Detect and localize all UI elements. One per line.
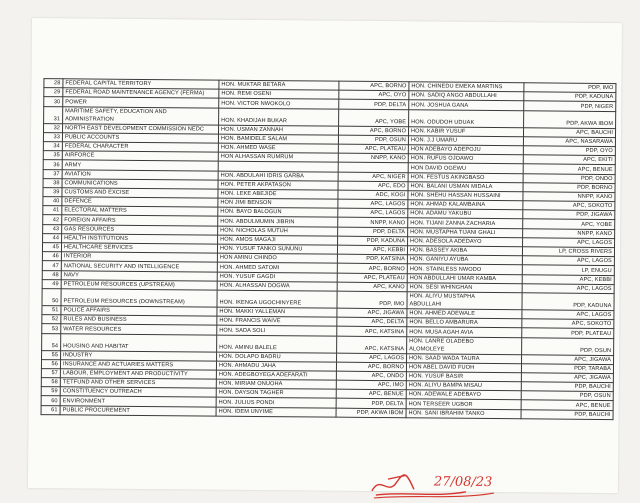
committee-cell xyxy=(63,106,219,124)
serial-number-cell: 56 xyxy=(41,359,60,368)
committee-table xyxy=(41,78,617,420)
chairman-party-cell: APC, YOBE xyxy=(339,109,409,127)
committee-cell: NORTH EAST DEVELOPMENT COMMISSION NEDC xyxy=(63,123,219,134)
chairman-party-cell: PDP, DELTA xyxy=(339,100,409,110)
committee-cell: FEDERAL ROAD MAINTENANCE AGENCY (FERMA) xyxy=(63,88,219,99)
deputy-party-cell: APC, BENUE xyxy=(521,400,613,410)
committee-cell: PETROLEUM RESOURCES (DOWNSTREAM) xyxy=(61,289,217,307)
committee-cell: COMMUNICATIONS xyxy=(62,178,218,189)
deputy-cell: HON. BELLO AMBARURA xyxy=(407,318,522,328)
serial-number-cell: 50 xyxy=(42,289,61,306)
document-page xyxy=(28,18,622,493)
committee-cell: PUBLIC PROCUREMENT xyxy=(60,405,216,416)
chairman-party-cell: APC, PLATEAU xyxy=(337,273,407,283)
chairman-cell: HON. KHADIJAH BUKAR xyxy=(219,108,339,126)
chairman-party-cell: APC, OYO xyxy=(339,90,409,100)
chairman-cell: HON. MUKTAR BETARA xyxy=(219,80,339,90)
deputy-cell: HON. AHMAD KALAMBAINA xyxy=(408,200,523,210)
chairman-cell: HON. DAYSON TAGHER xyxy=(216,388,336,398)
serial-number-cell: 60 xyxy=(41,396,60,405)
chairman-party-cell: APC, PLATEAU xyxy=(338,144,408,154)
deputy-cell-line: HON. ALIYU MUSTAPHA xyxy=(409,293,476,300)
deputy-cell-line: ALOMOLEYE xyxy=(409,345,445,353)
deputy-cell-line: HON. LANRE OLADEBO xyxy=(409,337,474,345)
chairman-party-cell: APC, JIGAWA xyxy=(337,308,407,318)
deputy-cell: HON TERSEER UGBOR xyxy=(406,399,521,409)
chairman-cell: HON. MAKKI YALLEMAN xyxy=(217,307,337,317)
chairman-party-cell: APC, EDO xyxy=(338,181,408,191)
chairman-cell: HON. REMI OSENI xyxy=(219,89,339,99)
chairman-cell: HON. AMOS MAGAJI xyxy=(218,235,338,245)
deputy-cell: HON. BASSEY AKIBA xyxy=(407,246,522,256)
committee-cell-line: MARITIME SAFETY, EDUCATION AND xyxy=(65,107,167,115)
deputy-cell: HON. SAAD WADA TAURA xyxy=(407,353,522,363)
deputy-cell: HON. RUFUS OJOAWO xyxy=(408,154,523,164)
committee-cell: HEALTHCARE SERVICES xyxy=(61,243,217,254)
committee-cell: FEDERAL CAPITAL TERRITORY xyxy=(63,79,219,90)
chairman-party-cell: APC, KATSINA xyxy=(337,336,407,354)
deputy-party-cell: APC, JIGAWA xyxy=(521,373,613,383)
chairman-party-cell: APC, BORNO xyxy=(337,264,407,274)
chairman-cell: HON. YUSUF GAGDI xyxy=(217,272,337,282)
committee-cell-line: ADMINISTRATION xyxy=(65,115,114,123)
chairman-cell: HON. MIRIAM ONUOHA xyxy=(216,379,336,389)
chairman-party-cell: PDP, AKWA IBOM xyxy=(336,408,406,418)
serial-number-cell: 39 xyxy=(43,187,62,196)
chairman-party-cell: ADC, KOGI xyxy=(338,190,408,200)
chairman-party-cell: APC, LAGOS xyxy=(338,208,408,218)
deputy-cell xyxy=(407,336,522,354)
chairman-party-cell: PDP, IMO xyxy=(337,291,407,309)
committee-cell: POWER xyxy=(63,97,219,108)
serial-number-cell: 34 xyxy=(43,142,62,151)
deputy-cell: HON. CHINEDU EMEKA MARTINS xyxy=(409,82,524,92)
committee-cell: ENVIRONMENT xyxy=(60,396,216,407)
deputy-party-cell: APC, BAUCHI xyxy=(523,127,615,137)
committee-cell: HOUSING AND HABITAT xyxy=(61,333,217,351)
serial-number-cell: 54 xyxy=(42,333,61,350)
serial-number-cell: 33 xyxy=(43,132,62,141)
deputy-cell: HON. ADEWALE ADEBAYO xyxy=(406,390,521,400)
chairman-party-cell: APC, BORNO xyxy=(338,126,408,136)
serial-number-cell: 29 xyxy=(44,88,63,97)
deputy-party-cell: APC, SOKOTO xyxy=(523,201,615,211)
deputy-cell: HON. GANIYU AYUBA xyxy=(407,255,522,265)
committee-cell: GAS RESOURCES xyxy=(62,224,218,235)
deputy-party-cell: PDP, BAUCHI xyxy=(521,409,613,419)
chairman-party-cell: APC, LAGOS xyxy=(338,199,408,209)
serial-number-cell: 40 xyxy=(43,197,62,206)
chairman-party-cell: NNPP, KANO xyxy=(338,153,408,163)
deputy-party-cell: NNPP, KANO xyxy=(523,228,615,238)
committee-cell: HEALTH INSTITUTIONS xyxy=(62,234,218,245)
deputy-cell: HON. SANI IBRAHIM TANKO xyxy=(406,408,521,418)
deputy-cell: HON. MUSTAPHA TIJANI GHALI xyxy=(408,227,523,237)
deputy-cell: HON. ALIYU BAMPA MISAU xyxy=(406,381,521,391)
serial-number-cell: 46 xyxy=(42,252,61,261)
chairman-cell: HON AMINU CHINDO xyxy=(217,253,337,263)
deputy-party-cell: APC, LAGOS xyxy=(522,256,614,266)
chairman-cell: HON. AHMADU JAHA xyxy=(216,361,336,371)
deputy-party-cell: APC, YOBE xyxy=(523,219,615,229)
serial-number-cell: 37 xyxy=(43,169,62,178)
serial-number-cell: 53 xyxy=(42,324,61,333)
committee-cell: PETROLEUM RESOURCES (UPSTREAM) xyxy=(61,280,217,291)
serial-number-cell: 59 xyxy=(41,387,60,396)
deputy-party-cell: APC, BENUE xyxy=(523,164,615,174)
deputy-cell: HON. TIJANI ZANNA ZACHARIA xyxy=(408,218,523,228)
serial-number-cell: 43 xyxy=(43,224,62,233)
deputy-cell: HON. J.J UMARU xyxy=(408,136,523,146)
chairman-cell: HON. YUSUF TANKO SUNUNU xyxy=(217,244,337,254)
chairman-party-cell: APC, BORNO xyxy=(339,81,409,91)
serial-number-cell: 44 xyxy=(43,233,62,242)
deputy-party-cell: APC, SOKOTO xyxy=(522,319,614,329)
chairman-cell: HON. FRANCIS WAIVE xyxy=(217,316,337,326)
chairman-party-cell: APC, KEBBI xyxy=(337,245,407,255)
deputy-cell: HON. JOSHUA GANA xyxy=(409,100,524,110)
committee-cell: NATIONAL SECURITY AND INTELLIGENCE xyxy=(61,261,217,272)
committee-cell: AVIATION xyxy=(62,169,218,180)
committee-cell: ARMY xyxy=(62,160,218,171)
serial-number-cell: 57 xyxy=(41,368,60,377)
chairman-party-cell: PDP, KADUNA xyxy=(338,236,408,246)
committee-cell: INTERIOR xyxy=(61,252,217,263)
deputy-cell: HON. MUSA AGAH AVIA xyxy=(407,327,522,337)
chairman-cell: HON. PETER AKPATASON xyxy=(218,180,338,190)
chairman-cell: HON. IKENGA UGOCHINYERE xyxy=(217,290,337,308)
deputy-party-cell: PDP, BAUCHI xyxy=(521,382,613,392)
chairman-cell: HON JIMI BENSON xyxy=(218,198,338,208)
deputy-cell-line: ABDULLAHI xyxy=(409,301,442,308)
deputy-party-cell: APC, NASARAWA xyxy=(523,137,615,147)
deputy-party-cell: LP, ENUGU xyxy=(522,265,614,275)
deputy-cell: HON. ODUDOH UDUAK xyxy=(409,109,524,127)
deputy-party-cell: APC, JIGAWA xyxy=(522,354,614,364)
deputy-party-cell: PDP, OSUN xyxy=(521,391,613,401)
chairman-party-cell: APC, IMO xyxy=(336,380,406,390)
chairman-cell: HON. AHMED SATOMI xyxy=(217,263,337,273)
deputy-party-cell: PDP, AKWA IBOM xyxy=(524,110,616,128)
signature-date: 27/08/23 xyxy=(433,474,493,491)
serial-number-cell: 49 xyxy=(42,279,61,288)
chairman-cell: HON. JULIUS PONDI xyxy=(216,398,336,408)
serial-number-cell: 42 xyxy=(43,215,62,224)
deputy-party-cell: APC, LAGOS xyxy=(523,238,615,248)
deputy-party-cell: APC, KEBBI xyxy=(522,274,614,284)
deputy-party-cell: LP, CROSS RIVERS xyxy=(522,247,614,257)
committee-cell: RULES AND BUSINESS xyxy=(61,315,217,326)
chairman-party-cell: APC, KATSINA xyxy=(337,326,407,336)
serial-number-cell: 52 xyxy=(42,315,61,324)
serial-number-cell: 48 xyxy=(42,270,61,279)
chairman-cell: HON. IDEM UNYIME xyxy=(216,407,336,417)
deputy-cell: HON ABDULLAHI UMAR KAMBA xyxy=(407,273,522,283)
serial-number-cell: 47 xyxy=(42,261,61,270)
serial-number-cell: 28 xyxy=(44,79,63,88)
deputy-cell: HON. BALANI USMAN MIDALA xyxy=(408,181,523,191)
committee-cell: TETFUND AND OTHER SERVICES xyxy=(60,378,216,389)
chairman-cell: HON. ADEGBOYEGA ADEFARATI xyxy=(216,370,336,380)
chairman-party-cell: APC, LAGOS xyxy=(337,353,407,363)
deputy-cell xyxy=(407,292,522,310)
chairman-cell: HON. BAYO BALOGUN xyxy=(218,207,338,217)
deputy-cell: HON. SADIQ ANGO ABDULLAHI xyxy=(409,91,524,101)
serial-number-cell: 41 xyxy=(43,206,62,215)
deputy-party-cell: PDP, BORNO xyxy=(523,182,615,192)
deputy-cell: HON. KABIR YUSUF xyxy=(408,126,523,136)
deputy-cell: HON. ADESOLA ADEDAYO xyxy=(408,237,523,247)
committee-cell: INSURANCE AND ACTUARIES MATTERS xyxy=(60,359,216,370)
chairman-party-cell: APC, BORNO xyxy=(336,362,406,372)
deputy-party-cell: PDP, IMO xyxy=(524,83,616,93)
chairman-cell: HON. DOLAPO BADRU xyxy=(217,352,337,362)
serial-number-cell: 38 xyxy=(43,178,62,187)
chairman-cell: HON. BAMIDELE SALAM xyxy=(218,134,338,144)
chairman-cell: HON. USMAN ZANNAH xyxy=(218,125,338,135)
chairman-party-cell: APC, DELTA xyxy=(337,317,407,327)
deputy-party-cell: PDP, TARABA xyxy=(521,363,613,373)
deputy-party-cell: PDP, KADUNA xyxy=(524,92,616,102)
deputy-cell: HON ADEBAYO ADEPOJU xyxy=(408,145,523,155)
committee-cell: NAVY xyxy=(61,270,217,281)
chairman-cell: HON. SADA SOLI xyxy=(217,325,337,335)
deputy-cell: HON ABEL DAVID FUOH xyxy=(406,362,521,372)
deputy-party-cell: APC, LAGOS xyxy=(522,310,614,320)
serial-number-cell: 31 xyxy=(44,106,63,123)
committee-cell: LABOUR, EMPLOYMENT AND PRODUCTIVITY xyxy=(60,369,216,380)
chairman-cell: HON. AMINU BALELE xyxy=(217,335,337,353)
chairman-party-cell: APC, ONDO xyxy=(336,371,406,381)
deputy-party-cell: PDP, OYO xyxy=(523,146,615,156)
committee-cell: PUBLIC ACCOUNTS xyxy=(62,133,218,144)
deputy-party-cell: PDP, JIGAWA xyxy=(523,210,615,220)
serial-number-cell: 36 xyxy=(43,160,62,169)
serial-number-cell: 58 xyxy=(41,378,60,387)
deputy-party-cell: PDP, NIGER xyxy=(524,101,616,111)
serial-number-cell: 55 xyxy=(42,350,61,359)
chairman-party-cell: APC, BENUE xyxy=(336,389,406,399)
committee-cell: POLICE AFFAIRS xyxy=(61,306,217,317)
deputy-party-cell: APC, LAGOS xyxy=(522,284,614,294)
deputy-party-cell: PDP, ONDO xyxy=(523,173,615,183)
chairman-party-cell: NNPP, KANO xyxy=(338,218,408,228)
deputy-cell: HON. SESI WHINGHAN xyxy=(407,283,522,293)
signature-stamp xyxy=(366,461,516,502)
committee-cell: WATER RESOURCES xyxy=(61,324,217,335)
deputy-cell: HON. ADAMU YAKUBU xyxy=(408,209,523,219)
chairman-party-cell: PDP, DELTA xyxy=(336,399,406,409)
committee-cell: FOREIGN AFFAIRS xyxy=(62,215,218,226)
serial-number-cell: 30 xyxy=(44,97,63,106)
chairman-cell: HON. ALHASSAN DOGWA xyxy=(217,281,337,291)
signature-underline xyxy=(374,492,494,499)
chairman-party-cell: PDP, KATSINA xyxy=(337,254,407,264)
serial-number-cell: 61 xyxy=(41,405,60,414)
committee-cell: CONSTITUENCY OUTREACH xyxy=(60,387,216,398)
committee-cell: FEDERAL CHARACTER xyxy=(62,142,218,153)
chairman-cell: HON. VICTOR NWOKOLO xyxy=(219,99,339,109)
chairman-cell: HON ALHASSAN RUMRUM xyxy=(218,152,338,162)
committee-cell: INDUSTRY xyxy=(61,350,217,361)
serial-number-cell: 51 xyxy=(42,306,61,315)
committee-cell: ELECTORAL MATTERS xyxy=(62,206,218,217)
deputy-cell: HON DAVID OGEWU xyxy=(408,163,523,173)
chairman-party-cell: PDP, OSUN xyxy=(338,135,408,145)
committee-cell: AIRFORCE xyxy=(62,151,218,162)
serial-number-cell: 32 xyxy=(44,123,63,132)
chairman-cell: HON. LEKE ABEJIDE xyxy=(218,189,338,199)
deputy-party-cell: NNPP, KANO xyxy=(523,192,615,202)
committee-cell: DEFENCE xyxy=(62,197,218,208)
chairman-party-cell: APC, KANO xyxy=(337,282,407,292)
deputy-party-cell: APC, EKITI xyxy=(523,155,615,165)
committee-cell: CUSTOMS AND EXCISE xyxy=(62,188,218,199)
serial-number-cell: 35 xyxy=(43,151,62,160)
deputy-cell: HON. YUSUF BASIR xyxy=(406,372,521,382)
deputy-cell: HON. AHMED ADEWALE xyxy=(407,309,522,319)
chairman-party-cell: APC, NIGER xyxy=(338,172,408,182)
deputy-cell: HON. SHEHU HASSAN HUSSAINI xyxy=(408,191,523,201)
deputy-cell: HON. STAINLESS NWODO xyxy=(407,264,522,274)
chairman-cell: HON. NICHOLAS MUTUH xyxy=(218,226,338,236)
chairman-cell: HON. ABDULMUMIN JIBRIN xyxy=(218,217,338,227)
deputy-cell: HON. FESTUS AKINGBASO xyxy=(408,172,523,182)
deputy-party-cell: PDP, OSUN xyxy=(522,337,614,355)
chairman-cell: HON. ABDULAHI IDRIS GARBA xyxy=(218,171,338,181)
deputy-party-cell: PDP, PLATEAU xyxy=(522,328,614,338)
deputy-party-cell: PDP, KADUNA xyxy=(522,293,614,311)
serial-number-cell: 45 xyxy=(42,243,61,252)
chairman-party-cell: PDP, DELTA xyxy=(338,227,408,237)
chairman-cell: HON. AHMED WASE xyxy=(218,143,338,153)
